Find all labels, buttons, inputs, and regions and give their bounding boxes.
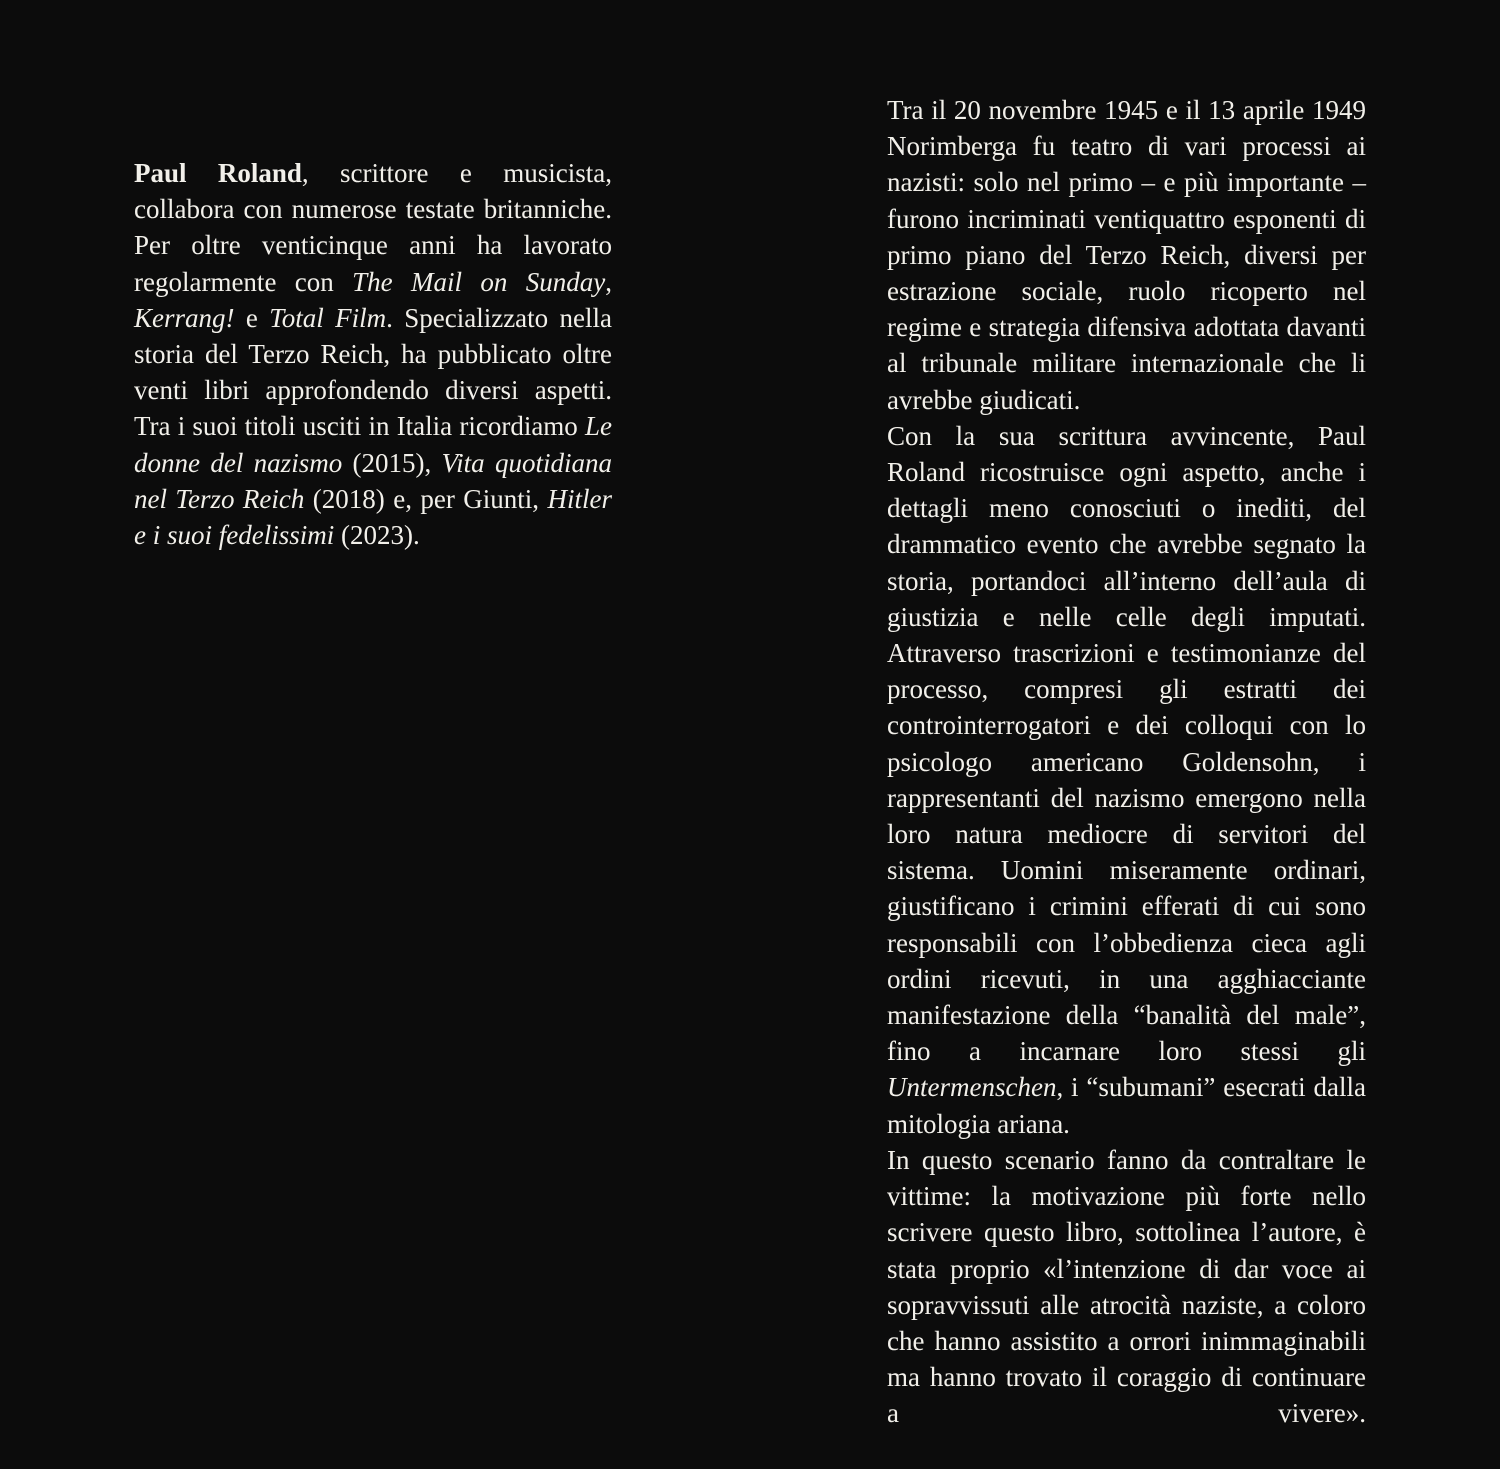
blurb-paragraph-2 [887,418,1366,1142]
publication-title: The Mail on Sunday [352,266,606,297]
book-title: Hitler e i suoi fedelissimi [134,483,612,551]
bio-text: (2015), [342,447,442,478]
bio-text: (2018) e, per Giunti, [304,483,548,514]
bio-text: (2023). [334,520,420,551]
book-title: Vita quotidiana nel Terzo Reich [134,447,613,514]
publication-title: Kerrang! [134,302,235,333]
bio-text: , scrittore e musicista, collabora con numerose testate britanniche. Per oltre venticinque anni ha lavorato regolarmente con [134,158,612,297]
blurb-text: , i “subumani” esecrati dalla mitologia ariana. [887,1072,1366,1139]
bio-text: , [605,266,612,297]
blurb-paragraph-1: Tra il 20 novembre 1945 e il 13 aprile 1949 Norimberga fu teatro di vari processi ai nazisti: solo nel primo – e più importante – furono incriminati ventiquattro esponenti di primo piano del Terzo Reich, diversi per estrazione sociale, ruolo ricoperto nel regime e strategia difensiva adottata davanti al tribunale militare internazionale che li avrebbe giudicati. [887,95,1366,415]
author-name: Paul Roland [134,158,302,188]
blurb-text: Con la sua scrittura avvincente, Paul Roland ricostruisce ogni aspetto, anche i dettagli meno conosciuti o inediti, del drammatico evento che avrebbe segnato la storia, portandoci all’interno dell’aula di giustizia e nelle celle degli imputati. Attraverso trascrizioni e testimonianze del processo, compresi gli estratti dei controinterrogatori e dei colloqui con lo psicologo americano Goldensohn, i rappresentanti del nazismo emergono nella loro natura mediocre di servitori del sistema. Uomini miseramente ordinari, giustificano i crimini efferati di cui sono responsabili con l’obbedienza cieca agli ordini ricevuti, in una agghiacciante manifestazione della “banalità del male”, fino a incarnare loro stessi gli [887,420,1366,1067]
blurb-term: Untermenschen [887,1072,1057,1103]
author-bio-paragraph [134,155,612,553]
blurb-paragraph-3: In questo scenario fanno da contraltare le vittime: la motivazione più forte nello scrivere questo libro, sottolinea l’autore, è stata proprio «l’intenzione di dar voce ai sopravvissuti alle atrocità naziste, a coloro che hanno assistito a orrori inimmaginabili ma hanno trovato il coraggio di continuare a vivere». [887,1144,1366,1429]
book-title: Le donne del nazismo [134,411,612,478]
book-blurb [887,92,1366,1432]
bio-text: e [234,302,270,333]
publication-title: Total Film [269,302,387,333]
author-bio [134,155,612,553]
bio-text: . Specializzato nella storia del Terzo Reich, ha pubblicato oltre venti libri approfondendo diversi aspetti. Tra i suoi titoli usciti in Italia ricordiamo [134,302,612,442]
